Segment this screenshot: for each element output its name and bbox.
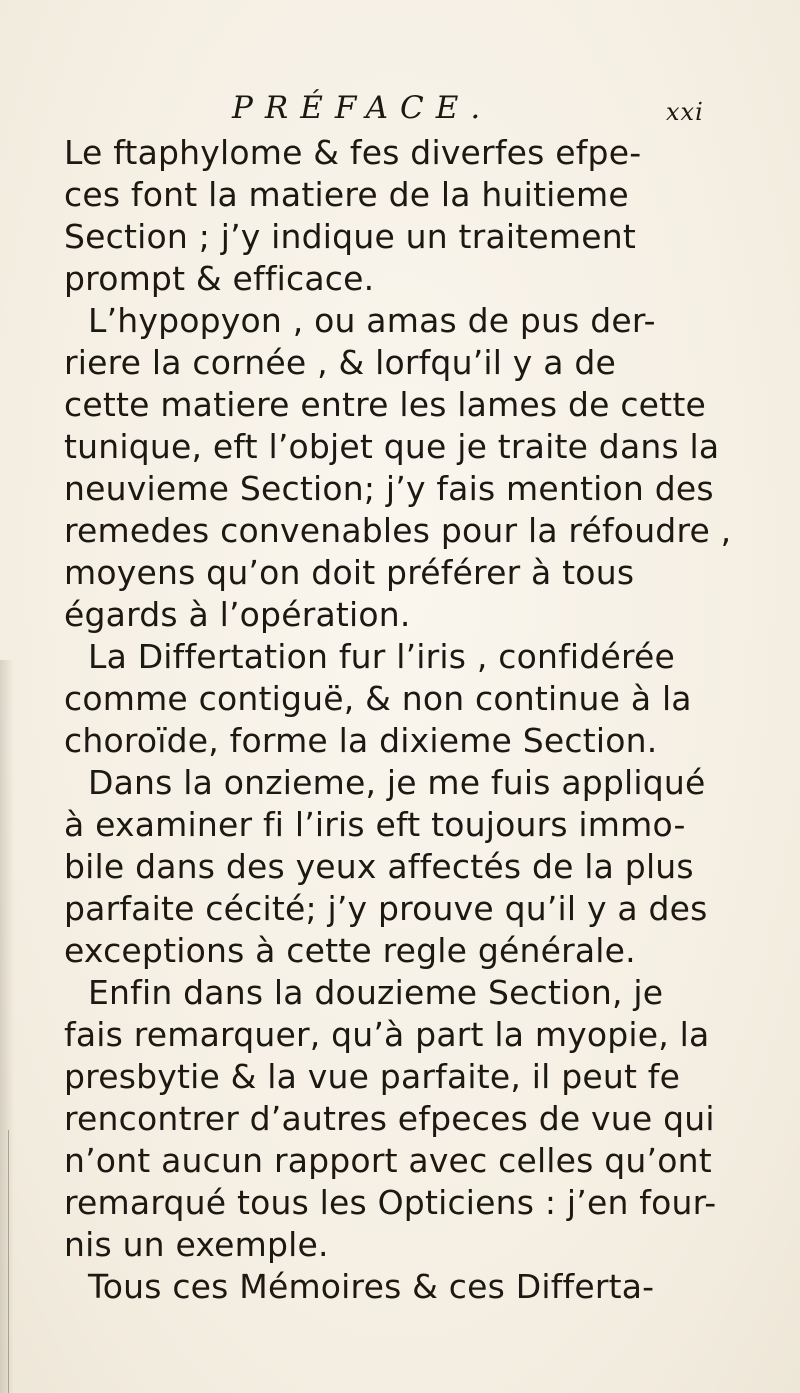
text-line: riere la cornée , & lorfqu’il y a de [64, 343, 616, 382]
text-line: n’ont aucun rapport avec celles qu’ont [64, 1141, 712, 1180]
text-line: fais remarquer, qu’à part la myopie, la [64, 1015, 710, 1054]
text-line: tunique, eft l’objet que je traite dans la [64, 427, 720, 466]
text-line: choroïde, forme la dixieme Section. [64, 721, 658, 760]
binding-edge [8, 1130, 9, 1393]
binding-shadow [0, 660, 14, 1393]
text-line: presbytie & la vue parfaite, il peut fe [64, 1057, 681, 1096]
running-title: PRÉFACE. [232, 90, 493, 126]
text-line: Section ; j’y indique un traitement [64, 217, 636, 256]
text-line: L’hypopyon , ou amas de pus der- [88, 301, 656, 340]
text-line: Enfin dans la douzieme Section, je [88, 973, 664, 1012]
text-line: cette matiere entre les lames de cette [64, 385, 706, 424]
text-line: égards à l’opération. [64, 595, 411, 634]
text-line: Tous ces Mémoires & ces Differta- [88, 1267, 655, 1306]
text-line: rencontrer d’autres efpeces de vue qui [64, 1099, 715, 1138]
text-line: La Differtation fur l’iris , confidérée [88, 637, 675, 676]
text-line: prompt & efficace. [64, 259, 375, 298]
text-line: Dans la onzieme, je me fuis appliqué [88, 763, 706, 802]
text-line: remarqué tous les Opticiens : j’en four- [64, 1183, 717, 1222]
text-line: parfaite cécité; j’y prouve qu’il y a des [64, 889, 708, 928]
text-line: bile dans des yeux affectés de la plus [64, 847, 694, 886]
text-line: neuvieme Section; j’y fais mention des [64, 469, 714, 508]
text-line: ces font la matiere de la huitieme [64, 175, 629, 214]
page-number: xxi [666, 98, 704, 126]
text-line: comme contiguë, & non continue à la [64, 679, 692, 718]
text-line: Le ftaphylome & fes diverfes efpe- [64, 133, 642, 172]
text-line: exceptions à cette regle générale. [64, 931, 636, 970]
text-line: moyens qu’on doit préférer à tous [64, 553, 635, 592]
text-line: nis un exemple. [64, 1225, 329, 1264]
text-line: remedes convenables pour la réfoudre , [64, 511, 732, 550]
text-line: à examiner fi l’iris eft toujours immo- [64, 805, 686, 844]
